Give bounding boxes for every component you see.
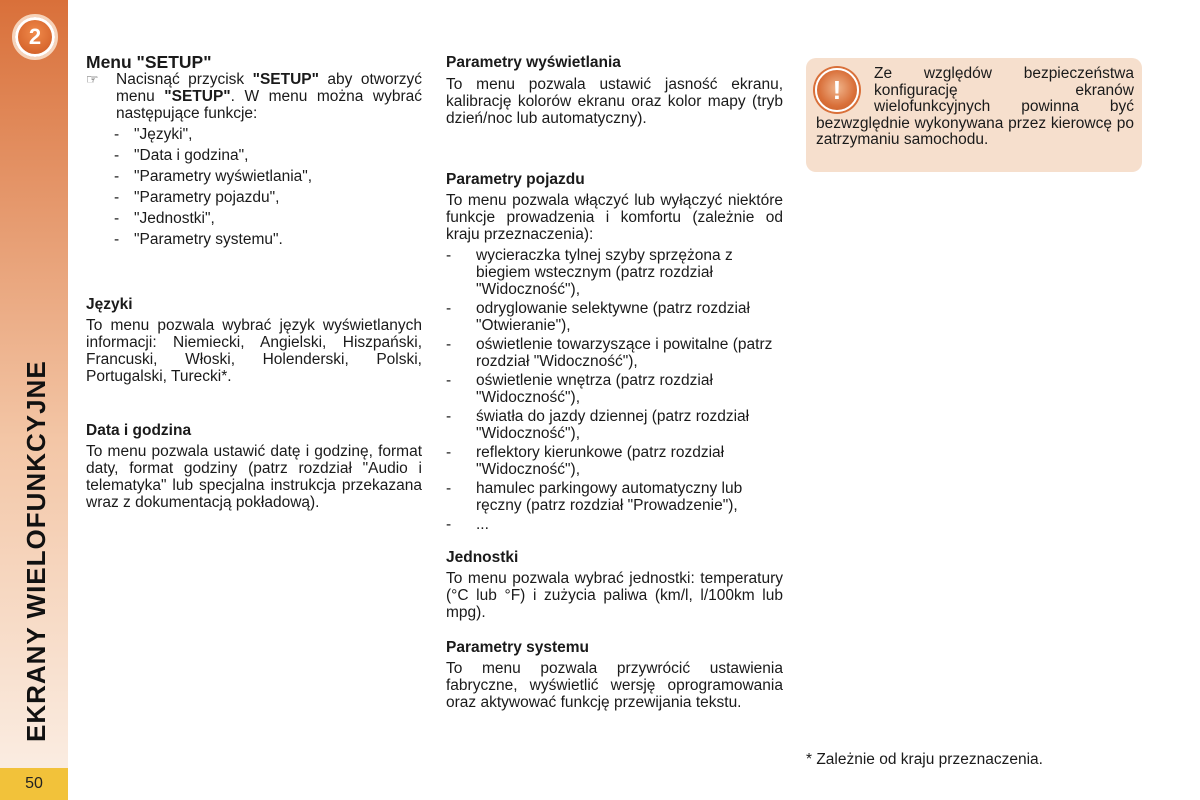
list-item: - światła do jazdy dziennej (patrz rozdział "Widoczność"), — [446, 408, 750, 442]
list-item: - wycieraczka tylnej szyby sprzężona z biegiem wstecznym (patrz rozdział "Widoczność"), — [446, 247, 733, 298]
list-item: - reflektory kierunkowe (patrz rozdział "Widoczność"), — [446, 444, 725, 478]
list-item: - "Parametry systemu". — [114, 231, 283, 248]
list-item: - "Parametry pojazdu", — [114, 189, 280, 206]
display-text: To menu pozwala ustawić jasność ekranu, kalibrację kolorów ekranu oraz kolor mapy (tryb dzień/noc lub automatyczny). — [446, 76, 783, 127]
list-item: - "Parametry wyświetlania", — [114, 168, 313, 185]
system-text: To menu pozwala przywrócić ustawienia fabryczne, wyświetlić wersję oprogramowania oraz aktywować funkcję przewijania tekstu. — [446, 660, 783, 711]
languages-text: To menu pozwala wybrać język wyświetlanych informacji: Niemiecki, Angielski, Hiszpański, Francuski, Włoski, Holenderski, Polski, Portugalski, Turecki*. — [86, 317, 422, 385]
page-number: 50 — [0, 768, 68, 800]
page-title: Menu "SETUP" — [86, 52, 212, 72]
list-item: - ... — [446, 516, 489, 533]
list-item: - odryglowanie selektywne (patrz rozdział "Otwieranie"), — [446, 300, 750, 334]
middle-column — [446, 54, 783, 711]
vehicle-text: To menu pozwala włączyć lub wyłączyć niektóre funkcje prowadzenia i komfortu (zależnie od kraju przeznaczenia): — [446, 192, 783, 243]
display-heading: Parametry wyświetlania — [446, 54, 621, 71]
setup-instruction: ☞ Nacisnąć przycisk "SETUP" aby otworzyć menu "SETUP". W menu można wybrać następujące funkcje: — [86, 71, 422, 122]
list-item: - hamulec parkingowy automatyczny lub ręczny (patrz rozdział "Prowadzenie"), — [446, 480, 743, 514]
chapter-sidebar — [0, 0, 68, 800]
section-title: EKRANY WIELOFUNKCYJNE — [21, 360, 51, 742]
list-item: - "Języki", — [114, 126, 193, 143]
chapter-badge — [12, 14, 58, 60]
list-item: - "Jednostki", — [114, 210, 215, 227]
chapter-number: 2 — [15, 17, 55, 57]
datetime-text: To menu pozwala ustawić datę i godzinę, format daty, format godziny (patrz rozdział "Audio i telematyka" lub specjalna instrukcja przekazana wraz z dokumentacją pokładową). — [86, 443, 422, 511]
left-column — [86, 54, 422, 511]
warning-text: Ze względów bezpieczeństwa konfigurację ekranów wielofunkcyjnych powinna być bezwzględnie wykonywana przez kierowcę po zatrzymaniu samochodu. — [816, 65, 1134, 148]
safety-warning-box — [806, 58, 1142, 172]
datetime-heading: Data i godzina — [86, 422, 192, 439]
units-heading: Jednostki — [446, 549, 519, 566]
system-heading: Parametry systemu — [446, 639, 590, 656]
vehicle-heading: Parametry pojazdu — [446, 171, 585, 188]
list-item: - "Data i godzina", — [114, 147, 249, 164]
vehicle-functions-list — [446, 247, 783, 533]
list-item: - oświetlenie wnętrza (patrz rozdział "Widoczność"), — [446, 372, 713, 406]
setup-functions-list — [114, 126, 422, 248]
pointing-hand-icon: ☞ — [86, 71, 99, 87]
languages-heading: Języki — [86, 296, 133, 313]
units-text: To menu pozwala wybrać jednostki: temperatury (°C lub °F) i zużycia paliwa (km/l, l/100km lub mpg). — [446, 570, 783, 621]
list-item: - oświetlenie towarzyszące i powitalne (patrz rozdział "Widoczność"), — [446, 336, 773, 370]
footnote: * Zależnie od kraju przeznaczenia. — [806, 751, 1043, 768]
exclamation-warning-icon: ! — [815, 68, 859, 112]
